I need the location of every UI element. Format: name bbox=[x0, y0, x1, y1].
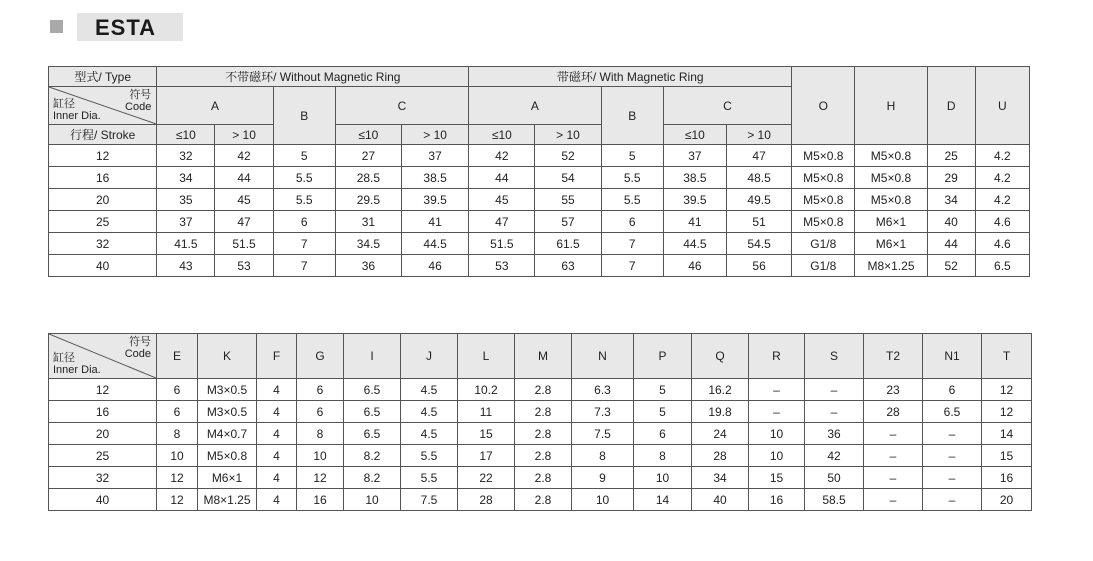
value-cell: 6.3 bbox=[572, 379, 634, 401]
value-cell: 47 bbox=[215, 211, 273, 233]
code-header-H: H bbox=[855, 67, 927, 145]
value-cell: 6.5 bbox=[923, 401, 982, 423]
value-cell: 15 bbox=[458, 423, 515, 445]
table-row bbox=[49, 445, 1032, 467]
value-cell: 6 bbox=[634, 423, 692, 445]
value-cell: 2.8 bbox=[515, 467, 572, 489]
value-cell: 42 bbox=[805, 445, 864, 467]
bore-cell: 32 bbox=[49, 467, 157, 489]
value-cell: 6 bbox=[923, 379, 982, 401]
code-header-O: O bbox=[792, 67, 855, 145]
value-cell: 43 bbox=[157, 255, 215, 277]
value-cell: 4 bbox=[257, 467, 297, 489]
bore-cell: 40 bbox=[49, 255, 157, 277]
value-cell: 44.5 bbox=[401, 233, 468, 255]
value-cell: 7 bbox=[273, 255, 335, 277]
code-header-K: K bbox=[198, 334, 257, 379]
value-cell: 12 bbox=[982, 401, 1032, 423]
value-cell: 20 bbox=[982, 489, 1032, 511]
value-cell: 8 bbox=[297, 423, 344, 445]
code-header-T: T bbox=[982, 334, 1032, 379]
bore-cell: 32 bbox=[49, 233, 157, 255]
code-header-B: B bbox=[601, 87, 663, 145]
stroke-sub-header: ≤10 bbox=[157, 125, 215, 145]
table-row bbox=[49, 423, 1032, 445]
code-label: 符号 Code bbox=[125, 89, 152, 113]
value-cell: 36 bbox=[805, 423, 864, 445]
value-cell: 17 bbox=[458, 445, 515, 467]
value-cell: M5×0.8 bbox=[792, 189, 855, 211]
value-cell: 32 bbox=[157, 145, 215, 167]
value-cell: 6 bbox=[601, 211, 663, 233]
value-cell: M6×1 bbox=[855, 211, 927, 233]
value-cell: 4 bbox=[257, 379, 297, 401]
value-cell: 28 bbox=[864, 401, 923, 423]
code-header-B: B bbox=[273, 87, 335, 145]
stroke-sub-header: > 10 bbox=[401, 125, 468, 145]
code-header-U: U bbox=[975, 67, 1029, 145]
value-cell: 52 bbox=[535, 145, 601, 167]
table-row bbox=[49, 489, 1032, 511]
value-cell: 44.5 bbox=[663, 233, 726, 255]
value-cell: 5 bbox=[273, 145, 335, 167]
value-cell: 6 bbox=[273, 211, 335, 233]
value-cell: – bbox=[805, 401, 864, 423]
value-cell: 7 bbox=[601, 233, 663, 255]
value-cell: 55 bbox=[535, 189, 601, 211]
code-header-F: F bbox=[257, 334, 297, 379]
value-cell: 2.8 bbox=[515, 423, 572, 445]
value-cell: 4.5 bbox=[401, 401, 458, 423]
value-cell: 50 bbox=[805, 467, 864, 489]
value-cell: 49.5 bbox=[726, 189, 791, 211]
value-cell: 7 bbox=[601, 255, 663, 277]
value-cell: 10 bbox=[572, 489, 634, 511]
value-cell: 37 bbox=[663, 145, 726, 167]
value-cell: 41.5 bbox=[157, 233, 215, 255]
code-header-D: D bbox=[927, 67, 975, 145]
value-cell: 34 bbox=[692, 467, 749, 489]
value-cell: M4×0.7 bbox=[198, 423, 257, 445]
value-cell: 34 bbox=[157, 167, 215, 189]
value-cell: 4.2 bbox=[975, 189, 1029, 211]
value-cell: – bbox=[923, 445, 982, 467]
value-cell: 63 bbox=[535, 255, 601, 277]
value-cell: 40 bbox=[692, 489, 749, 511]
value-cell: – bbox=[749, 379, 805, 401]
value-cell: 14 bbox=[982, 423, 1032, 445]
table-row bbox=[49, 189, 1030, 211]
value-cell: M3×0.5 bbox=[198, 379, 257, 401]
value-cell: M8×1.25 bbox=[198, 489, 257, 511]
value-cell: 31 bbox=[335, 211, 401, 233]
code-header-A: A bbox=[469, 87, 601, 125]
value-cell: 34.5 bbox=[335, 233, 401, 255]
value-cell: M5×0.8 bbox=[792, 167, 855, 189]
stroke-sub-header: > 10 bbox=[215, 125, 273, 145]
value-cell: 2.8 bbox=[515, 379, 572, 401]
value-cell: 5.5 bbox=[601, 167, 663, 189]
value-cell: 16.2 bbox=[692, 379, 749, 401]
value-cell: M6×1 bbox=[198, 467, 257, 489]
value-cell: 51 bbox=[726, 211, 791, 233]
value-cell: 8.2 bbox=[344, 445, 401, 467]
value-cell: 8 bbox=[634, 445, 692, 467]
code-header-E: E bbox=[157, 334, 198, 379]
value-cell: – bbox=[864, 489, 923, 511]
value-cell: 6 bbox=[157, 401, 198, 423]
value-cell: 12 bbox=[982, 379, 1032, 401]
value-cell: M8×1.25 bbox=[855, 255, 927, 277]
value-cell: 6 bbox=[157, 379, 198, 401]
code-header-C: C bbox=[335, 87, 468, 125]
value-cell: 54.5 bbox=[726, 233, 791, 255]
value-cell: 35 bbox=[157, 189, 215, 211]
value-cell: M5×0.8 bbox=[792, 145, 855, 167]
value-cell: 6 bbox=[297, 379, 344, 401]
value-cell: 29.5 bbox=[335, 189, 401, 211]
dimension-table-1 bbox=[48, 66, 1030, 277]
value-cell: 4 bbox=[257, 489, 297, 511]
value-cell: 46 bbox=[663, 255, 726, 277]
value-cell: 40 bbox=[927, 211, 975, 233]
value-cell: 28 bbox=[692, 445, 749, 467]
value-cell: 8 bbox=[572, 445, 634, 467]
value-cell: M3×0.5 bbox=[198, 401, 257, 423]
value-cell: 22 bbox=[458, 467, 515, 489]
value-cell: 39.5 bbox=[401, 189, 468, 211]
stroke-label: 行程/ Stroke bbox=[49, 125, 157, 145]
value-cell: 41 bbox=[663, 211, 726, 233]
value-cell: G1/8 bbox=[792, 255, 855, 277]
page-title: ESTA bbox=[95, 15, 157, 40]
bore-cell: 20 bbox=[49, 189, 157, 211]
bore-cell: 25 bbox=[49, 445, 157, 467]
value-cell: 57 bbox=[535, 211, 601, 233]
value-cell: 34 bbox=[927, 189, 975, 211]
value-cell: 16 bbox=[297, 489, 344, 511]
value-cell: 46 bbox=[401, 255, 468, 277]
value-cell: 44 bbox=[469, 167, 535, 189]
value-cell: 42 bbox=[469, 145, 535, 167]
bore-cell: 40 bbox=[49, 489, 157, 511]
value-cell: 4.6 bbox=[975, 233, 1029, 255]
table-row bbox=[49, 379, 1032, 401]
value-cell: 28 bbox=[458, 489, 515, 511]
value-cell: 29 bbox=[927, 167, 975, 189]
value-cell: 48.5 bbox=[726, 167, 791, 189]
value-cell: 27 bbox=[335, 145, 401, 167]
value-cell: 23 bbox=[864, 379, 923, 401]
value-cell: 39.5 bbox=[663, 189, 726, 211]
value-cell: 47 bbox=[469, 211, 535, 233]
value-cell: 8 bbox=[157, 423, 198, 445]
value-cell: G1/8 bbox=[792, 233, 855, 255]
value-cell: M6×1 bbox=[855, 233, 927, 255]
value-cell: 10.2 bbox=[458, 379, 515, 401]
value-cell: – bbox=[864, 467, 923, 489]
value-cell: – bbox=[923, 489, 982, 511]
value-cell: 4.2 bbox=[975, 167, 1029, 189]
value-cell: 53 bbox=[215, 255, 273, 277]
value-cell: 10 bbox=[157, 445, 198, 467]
value-cell: 4 bbox=[257, 401, 297, 423]
value-cell: 38.5 bbox=[401, 167, 468, 189]
stroke-sub-header: ≤10 bbox=[335, 125, 401, 145]
bore-cell: 12 bbox=[49, 379, 157, 401]
value-cell: M5×0.8 bbox=[198, 445, 257, 467]
value-cell: 4.5 bbox=[401, 423, 458, 445]
with-ring-header: 带磁环/ With Magnetic Ring bbox=[469, 67, 792, 87]
value-cell: 4.2 bbox=[975, 145, 1029, 167]
value-cell: 5.5 bbox=[601, 189, 663, 211]
value-cell: 11 bbox=[458, 401, 515, 423]
code-header-J: J bbox=[401, 334, 458, 379]
code-header-N: N bbox=[572, 334, 634, 379]
table-row bbox=[49, 211, 1030, 233]
value-cell: 5 bbox=[634, 379, 692, 401]
value-cell: 16 bbox=[982, 467, 1032, 489]
value-cell: 38.5 bbox=[663, 167, 726, 189]
value-cell: 5 bbox=[601, 145, 663, 167]
value-cell: 2.8 bbox=[515, 445, 572, 467]
value-cell: 12 bbox=[157, 467, 198, 489]
value-cell: 51.5 bbox=[215, 233, 273, 255]
table-row bbox=[49, 233, 1030, 255]
value-cell: 61.5 bbox=[535, 233, 601, 255]
value-cell: – bbox=[805, 379, 864, 401]
value-cell: – bbox=[864, 445, 923, 467]
value-cell: 45 bbox=[469, 189, 535, 211]
value-cell: 12 bbox=[297, 467, 344, 489]
value-cell: 2.8 bbox=[515, 401, 572, 423]
value-cell: 5.5 bbox=[273, 189, 335, 211]
value-cell: 15 bbox=[982, 445, 1032, 467]
without-ring-header: 不带磁环/ Without Magnetic Ring bbox=[157, 67, 469, 87]
value-cell: 4.6 bbox=[975, 211, 1029, 233]
value-cell: 4.5 bbox=[401, 379, 458, 401]
value-cell: M5×0.8 bbox=[855, 189, 927, 211]
code-header-P: P bbox=[634, 334, 692, 379]
bore-cell: 20 bbox=[49, 423, 157, 445]
value-cell: M5×0.8 bbox=[792, 211, 855, 233]
value-cell: 8.2 bbox=[344, 467, 401, 489]
stroke-sub-header: > 10 bbox=[535, 125, 601, 145]
table-row bbox=[49, 145, 1030, 167]
value-cell: 12 bbox=[157, 489, 198, 511]
value-cell: 51.5 bbox=[469, 233, 535, 255]
value-cell: 36 bbox=[335, 255, 401, 277]
code-bore-diagonal-header bbox=[49, 87, 157, 125]
value-cell: 15 bbox=[749, 467, 805, 489]
value-cell: 6.5 bbox=[975, 255, 1029, 277]
value-cell: 14 bbox=[634, 489, 692, 511]
code-bore-diagonal-header bbox=[49, 334, 157, 379]
value-cell: 6.5 bbox=[344, 379, 401, 401]
stroke-sub-header: ≤10 bbox=[469, 125, 535, 145]
value-cell: 5.5 bbox=[401, 467, 458, 489]
value-cell: 54 bbox=[535, 167, 601, 189]
value-cell: 10 bbox=[344, 489, 401, 511]
code-header-R: R bbox=[749, 334, 805, 379]
bore-cell: 25 bbox=[49, 211, 157, 233]
title-square-icon bbox=[50, 20, 63, 33]
code-header-C: C bbox=[663, 87, 791, 125]
value-cell: 16 bbox=[749, 489, 805, 511]
code-header-S: S bbox=[805, 334, 864, 379]
value-cell: 44 bbox=[927, 233, 975, 255]
code-header-Q: Q bbox=[692, 334, 749, 379]
value-cell: 9 bbox=[572, 467, 634, 489]
value-cell: 10 bbox=[749, 445, 805, 467]
table-row bbox=[49, 467, 1032, 489]
value-cell: 25 bbox=[927, 145, 975, 167]
value-cell: 6 bbox=[297, 401, 344, 423]
value-cell: 24 bbox=[692, 423, 749, 445]
value-cell: M5×0.8 bbox=[855, 167, 927, 189]
value-cell: 7.5 bbox=[572, 423, 634, 445]
value-cell: 10 bbox=[634, 467, 692, 489]
value-cell: – bbox=[749, 401, 805, 423]
value-cell: – bbox=[864, 423, 923, 445]
code-label: 符号 Code bbox=[124, 336, 151, 360]
code-header-L: L bbox=[458, 334, 515, 379]
table-row bbox=[49, 167, 1030, 189]
value-cell: 5.5 bbox=[401, 445, 458, 467]
value-cell: 42 bbox=[215, 145, 273, 167]
value-cell: 58.5 bbox=[805, 489, 864, 511]
value-cell: 37 bbox=[157, 211, 215, 233]
value-cell: 56 bbox=[726, 255, 791, 277]
value-cell: 41 bbox=[401, 211, 468, 233]
value-cell: – bbox=[923, 423, 982, 445]
value-cell: 5 bbox=[634, 401, 692, 423]
value-cell: 53 bbox=[469, 255, 535, 277]
value-cell: M5×0.8 bbox=[855, 145, 927, 167]
code-header-M: M bbox=[515, 334, 572, 379]
value-cell: 4 bbox=[257, 423, 297, 445]
bore-label: 缸径 Inner Dia. bbox=[53, 98, 101, 122]
stroke-sub-header: ≤10 bbox=[663, 125, 726, 145]
value-cell: 5.5 bbox=[273, 167, 335, 189]
value-cell: 7 bbox=[273, 233, 335, 255]
code-header-T2: T2 bbox=[864, 334, 923, 379]
value-cell: 47 bbox=[726, 145, 791, 167]
value-cell: 10 bbox=[749, 423, 805, 445]
dimension-table-2 bbox=[48, 333, 1032, 511]
value-cell: 7.5 bbox=[401, 489, 458, 511]
bore-cell: 12 bbox=[49, 145, 157, 167]
value-cell: 28.5 bbox=[335, 167, 401, 189]
value-cell: 6.5 bbox=[344, 401, 401, 423]
code-header-I: I bbox=[344, 334, 401, 379]
code-header-A: A bbox=[157, 87, 273, 125]
bore-cell: 16 bbox=[49, 167, 157, 189]
code-header-G: G bbox=[297, 334, 344, 379]
value-cell: 19.8 bbox=[692, 401, 749, 423]
type-label: 型式/ Type bbox=[49, 67, 157, 87]
value-cell: 10 bbox=[297, 445, 344, 467]
table-row bbox=[49, 255, 1030, 277]
value-cell: 4 bbox=[257, 445, 297, 467]
value-cell: 37 bbox=[401, 145, 468, 167]
value-cell: 7.3 bbox=[572, 401, 634, 423]
value-cell: 45 bbox=[215, 189, 273, 211]
table-row bbox=[49, 401, 1032, 423]
value-cell: – bbox=[923, 467, 982, 489]
value-cell: 44 bbox=[215, 167, 273, 189]
value-cell: 2.8 bbox=[515, 489, 572, 511]
bore-cell: 16 bbox=[49, 401, 157, 423]
stroke-sub-header: > 10 bbox=[726, 125, 791, 145]
code-header-N1: N1 bbox=[923, 334, 982, 379]
value-cell: 52 bbox=[927, 255, 975, 277]
value-cell: 6.5 bbox=[344, 423, 401, 445]
bore-label: 缸径 Inner Dia. bbox=[53, 352, 101, 376]
